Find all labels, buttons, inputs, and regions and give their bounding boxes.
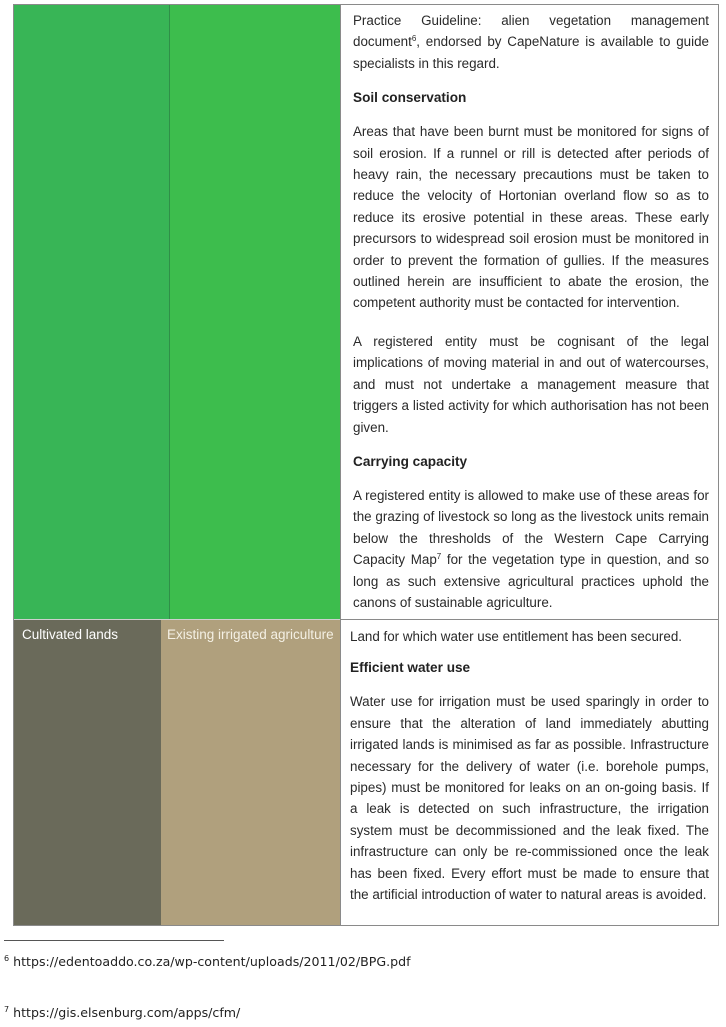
footnote-number: 7 (4, 1005, 10, 1014)
land-class-cell-cultivated (14, 619, 161, 925)
footnote-link[interactable]: https://edentoaddo.co.za/wp-content/uploads/2011/02/BPG.pdf (9, 954, 411, 969)
soil-conservation-heading: Soil conservation (353, 90, 467, 106)
land-subclass-cell-natural (170, 5, 340, 619)
footnote-ref-7[interactable]: 7 (436, 552, 442, 562)
registered-entity-paragraph: A registered entity must be cognisant of the legal implications of moving material in and out of watercourses, and must not undertake a management measure that triggers a listed activity for which authorisation has not been given. (353, 333, 709, 435)
carrying-capacity-paragraph (353, 485, 709, 613)
soil-conservation-paragraph: Areas that have been burnt must be monitored for signs of soil erosion. If a runnel or rill is detected after periods of heavy rain, the necessary precautions must be taken to reduce the velocity of Hortonian overland flow so as to reduce its erosive potential in these areas. These early precursors to widespread soil erosion must be monitored in order to prevent the formation of gullies. If the measures outlined herein are insufficient to abate the erosion, the competent authority must be contacted for intervention. (353, 124, 709, 311)
footnote-7 (4, 1005, 240, 1020)
efficient-water-use-paragraph: Water use for irrigation must be used sparingly in order to ensure that the alteration of land immediately abutting irrigated lands is minimised as far as possible. Infrastructure necessary for the delivery of water (i.e. borehole pumps, pipes) must be monitored for leaks on an on-going basis. If a leak is detected on such infrastructure, the irrigation system must be decommissioned and the leak fixed. The infrastructure can only be re-commissioned once the leak has been fixed. Every effort must be made to ensure that the artificial introduction of water to natural areas is avoided. (350, 694, 709, 903)
carrying-text-end: for the vegetation type in question, and so long as such extensive agricultural practices uphold the canons of sustainable agriculture. (353, 552, 709, 610)
footnote-divider (4, 940, 224, 941)
management-measures-cell-natural (340, 5, 718, 619)
footnote-6 (4, 954, 411, 969)
efficient-water-use-heading: Efficient water use (350, 660, 471, 676)
land-subclass-label: Existing irrigated agriculture (167, 627, 334, 642)
carrying-text-start: A registered entity is allowed to make use of these areas for the grazing of livestock so long as the livestock units remain below the thresholds of the Western Cape Carrying Capacity Map (353, 487, 709, 568)
carrying-capacity-heading: Carrying capacity (353, 453, 468, 469)
land-class-label: Cultivated lands (22, 627, 119, 642)
footnote-ref-6[interactable]: 6 (411, 34, 417, 44)
footnote-link[interactable]: https://gis.elsenburg.com/apps/cfm/ (9, 1005, 241, 1020)
land-subclass-cell-irrigated (161, 619, 340, 925)
footnote-number: 6 (4, 954, 10, 963)
guideline-text-start: Practice Guideline: alien vegetation management document (353, 13, 709, 50)
land-class-cell-natural (14, 5, 170, 619)
management-table (13, 4, 719, 926)
entitlement-paragraph: Land for which water use entitlement has been secured. (350, 629, 682, 644)
management-measures-cell-cultivated (340, 619, 718, 925)
guideline-paragraph (353, 10, 709, 74)
guideline-text-end: , endorsed by CapeNature is available to guide specialists in this regard. (353, 34, 709, 71)
